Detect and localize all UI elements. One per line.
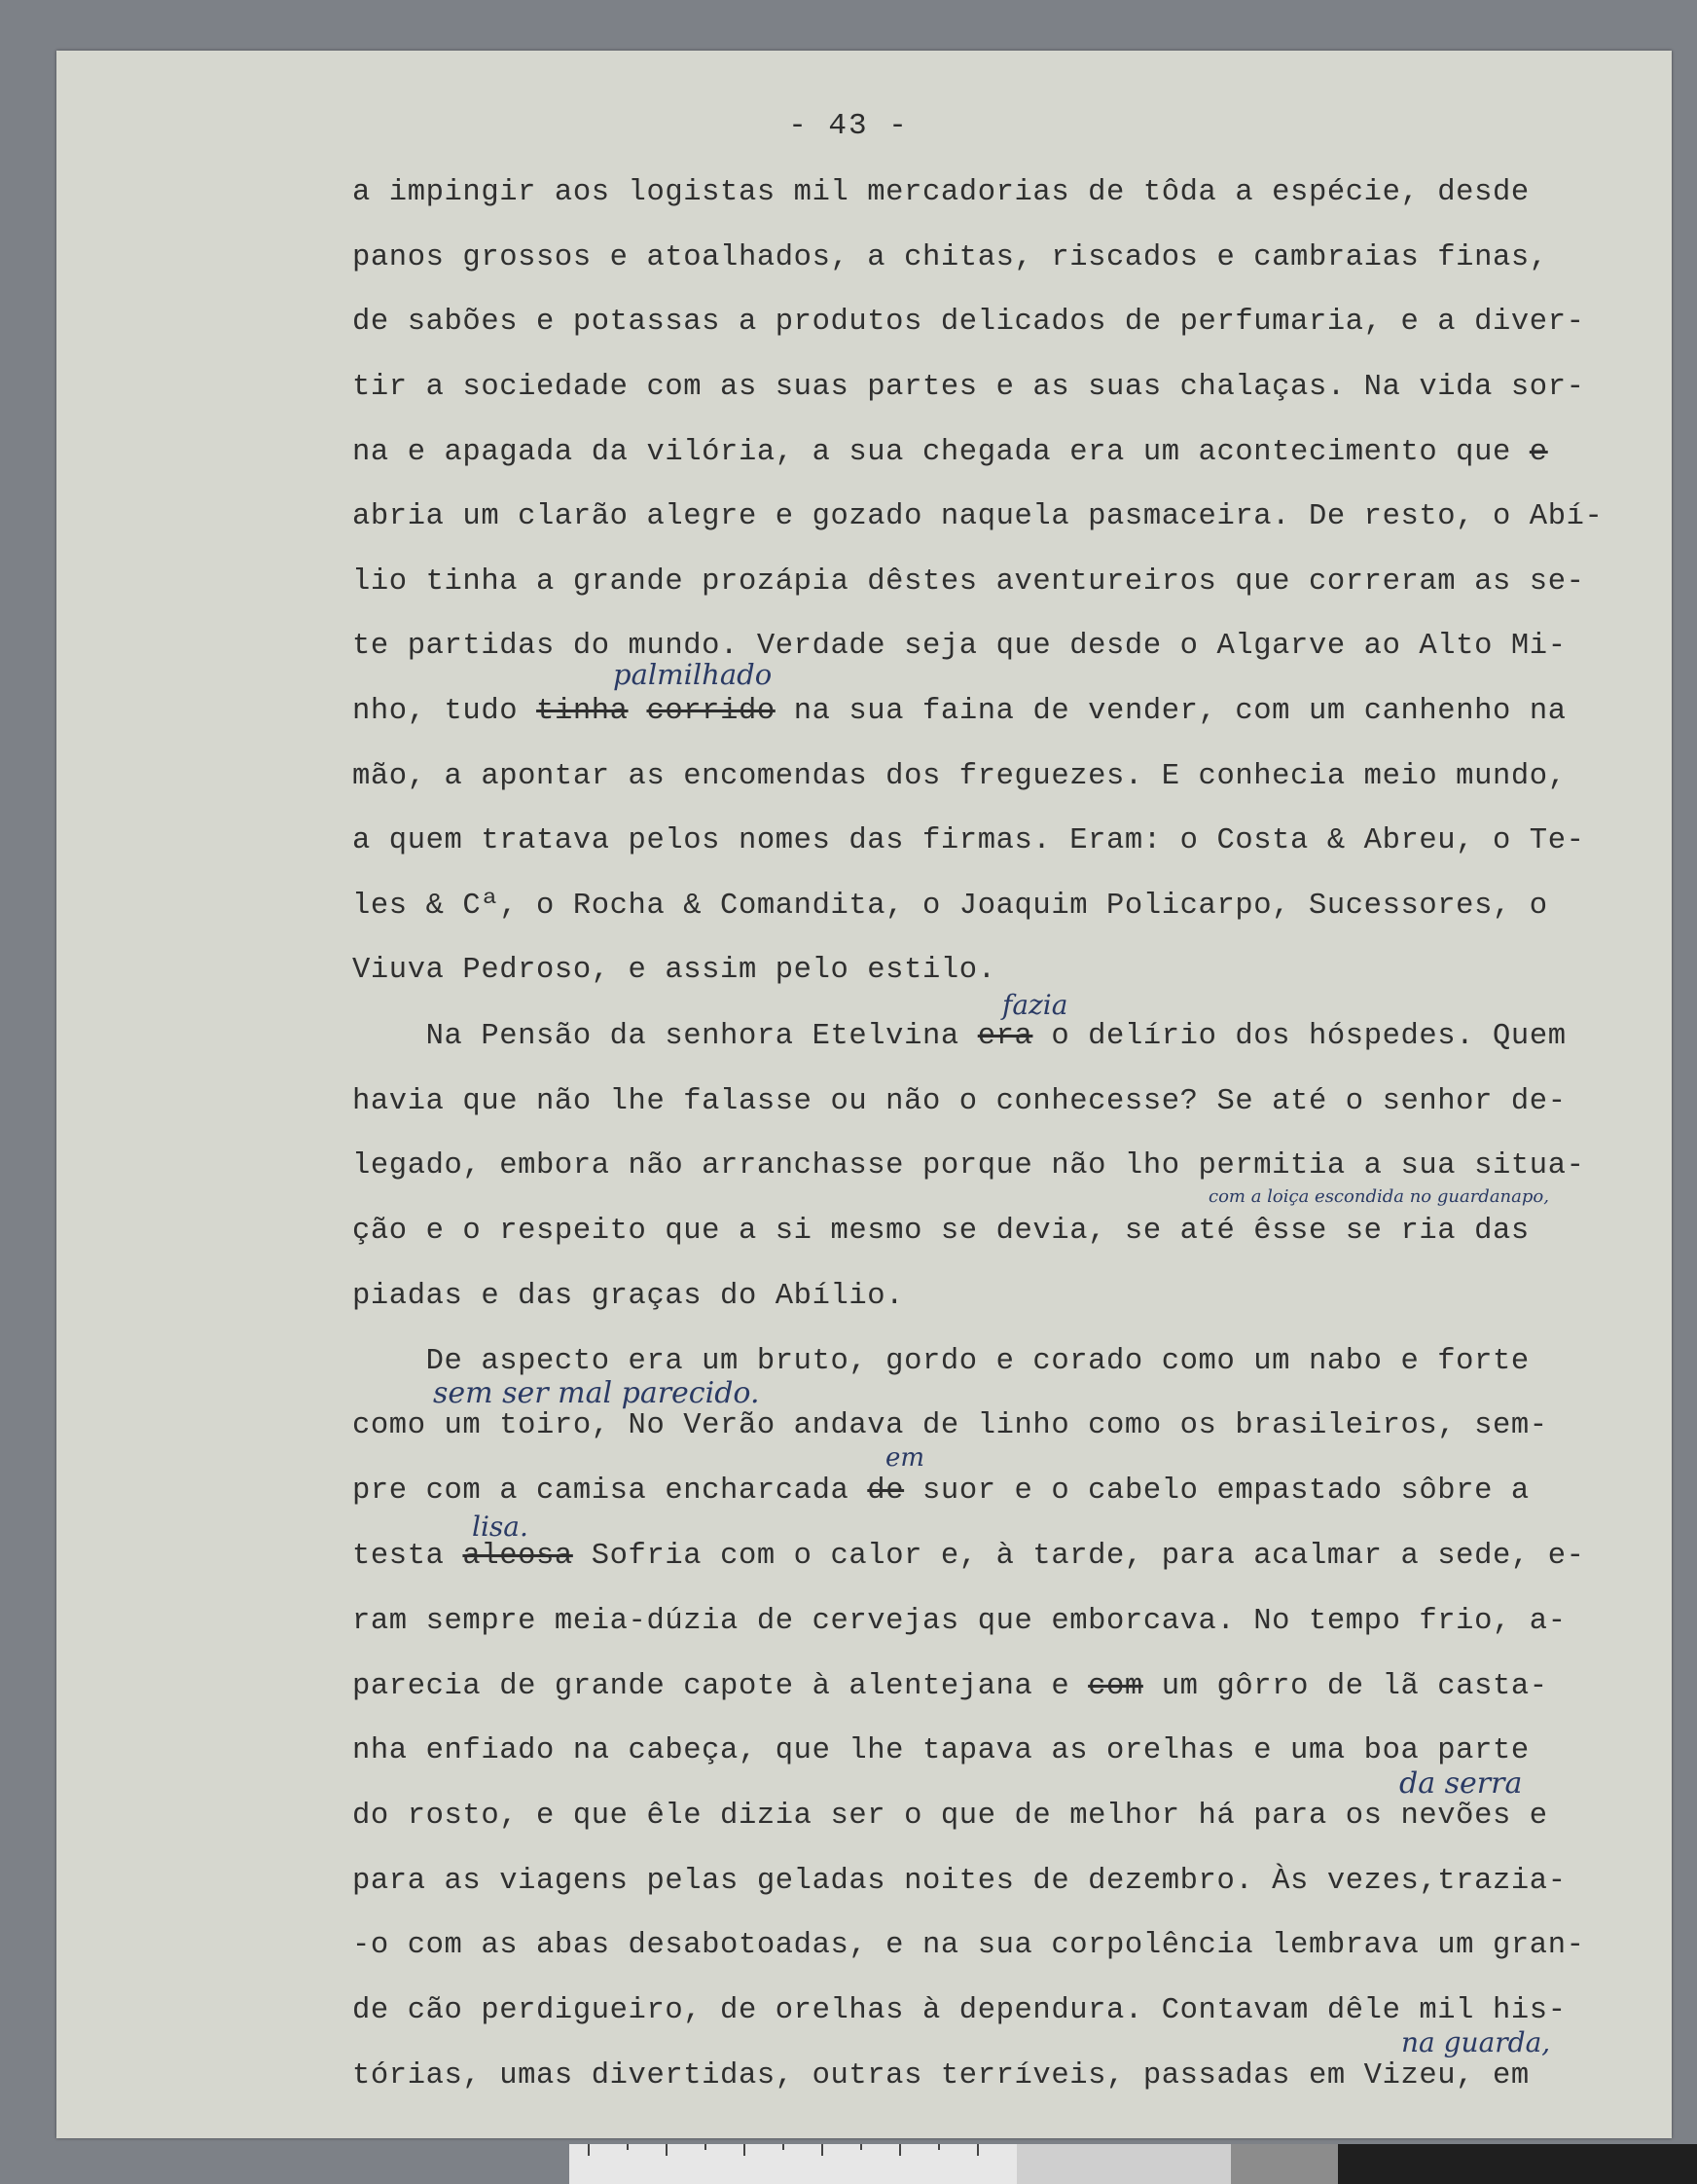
struck-word: corrido: [646, 695, 776, 728]
text-line-28: -o com as abas desabotoadas, e na sua corpolência lembrava um gran-: [352, 1929, 1585, 1962]
text-line-9: nho, tudo tinha corrido na sua faina de vender, com um canhenho na: [352, 695, 1567, 728]
handwritten-insertion: na guarda,: [1401, 2026, 1551, 2058]
text-line-10: mão, a apontar as encomendas dos freguezes. E conhecia meio mundo,: [352, 760, 1567, 793]
text-line-24: parecia de grande capote à alentejana e com um gôrro de lã casta-: [352, 1670, 1548, 1703]
text-line-19: De aspecto era um bruto, gordo e corado como um nabo e forte: [352, 1345, 1530, 1378]
text-line-27: para as viagens pelas geladas noites de dezembro. Às vezes,trazia-: [352, 1865, 1567, 1898]
text-line-18: piadas e das graças do Abílio.: [352, 1280, 905, 1313]
text-line-17: ção e o respeito que a si mesmo se devia, se até êsse se ria das: [352, 1215, 1530, 1248]
text-line-6: abria um clarão alegre e gozado naquela pasmaceira. De resto, o Abí-: [352, 500, 1604, 533]
handwritten-insertion: lisa.: [472, 1511, 528, 1543]
text-line-2: panos grossos e atoalhados, a chitas, riscados e cambraias finas,: [352, 241, 1548, 274]
text-line-23: ram sempre meia-dúzia de cervejas que emborcava. No tempo frio, a-: [352, 1605, 1567, 1638]
text-line-11: a quem tratava pelos nomes das firmas. Eram: o Costa & Abreu, o Te-: [352, 824, 1585, 857]
text-line-25: nha enfiado na cabeça, que lhe tapava as orelhas e uma boa parte: [352, 1734, 1530, 1767]
text-line-30: tórias, umas divertidas, outras terríveis, passadas em Vizeu, em: [352, 2059, 1530, 2093]
handwritten-insertion: com a loiça escondida no guardanapo,: [1209, 1186, 1549, 1207]
handwritten-insertion: da serra: [1399, 1766, 1523, 1801]
handwritten-insertion: palmilhado: [613, 658, 773, 691]
struck-word: com: [1088, 1670, 1143, 1703]
text-line-21: pre com a camisa encharcada de suor e o cabelo empastado sôbre a: [352, 1474, 1530, 1508]
handwritten-insertion: em: [885, 1443, 925, 1473]
struck-word: e: [1529, 436, 1548, 469]
text-line-15: havia que não lhe falasse ou não o conhecesse? Se até o senhor de-: [352, 1085, 1567, 1118]
struck-word: aleosa: [462, 1540, 573, 1573]
text-line-16: legado, embora não arranchasse porque não lho permitia a sua situa-: [352, 1149, 1585, 1183]
page-number: - 43 -: [788, 109, 909, 143]
text-line-4: tir a sociedade com as suas partes e as suas chalaças. Na vida sor-: [352, 371, 1585, 404]
text-line-14: Na Pensão da senhora Etelvina era o delírio dos hóspedes. Quem: [352, 1020, 1567, 1053]
text-line-5: na e apagada da vilória, a sua chegada era um acontecimento que e: [352, 436, 1548, 469]
struck-word: de: [867, 1474, 905, 1508]
color-scale-bar: [569, 2144, 1697, 2184]
handwritten-insertion: fazia: [1002, 989, 1068, 1021]
text-line-26: do rosto, e que êle dizia ser o que de melhor há para os nevões e: [352, 1800, 1548, 1833]
scale-ticks: [569, 2144, 1697, 2156]
text-line-22: testa aleosa Sofria com o calor e, à tarde, para acalmar a sede, e-: [352, 1540, 1585, 1573]
struck-word: era: [977, 1020, 1033, 1053]
text-line-29: de cão perdigueiro, de orelhas à dependura. Contavam dêle mil his-: [352, 1994, 1567, 2027]
handwritten-insertion: sem ser mal parecido.: [433, 1376, 760, 1410]
text-line-13: Viuva Pedroso, e assim pelo estilo.: [352, 954, 996, 987]
text-line-8: te partidas do mundo. Verdade seja que desde o Algarve ao Alto Mi-: [352, 630, 1567, 663]
text-line-12: les & Cª, o Rocha & Comandita, o Joaquim Policarpo, Sucessores, o: [352, 890, 1548, 923]
struck-word: tinha: [536, 695, 629, 728]
text-line-7: lio tinha a grande prozápia dêstes aventureiros que correram as se-: [352, 565, 1585, 599]
text-line-1: a impingir aos logistas mil mercadorias de tôda a espécie, desde: [352, 176, 1530, 209]
text-line-20: como um toiro, No Verão andava de linho como os brasileiros, sem-: [352, 1409, 1548, 1442]
text-line-3: de sabões e potassas a produtos delicados de perfumaria, e a diver-: [352, 306, 1585, 339]
